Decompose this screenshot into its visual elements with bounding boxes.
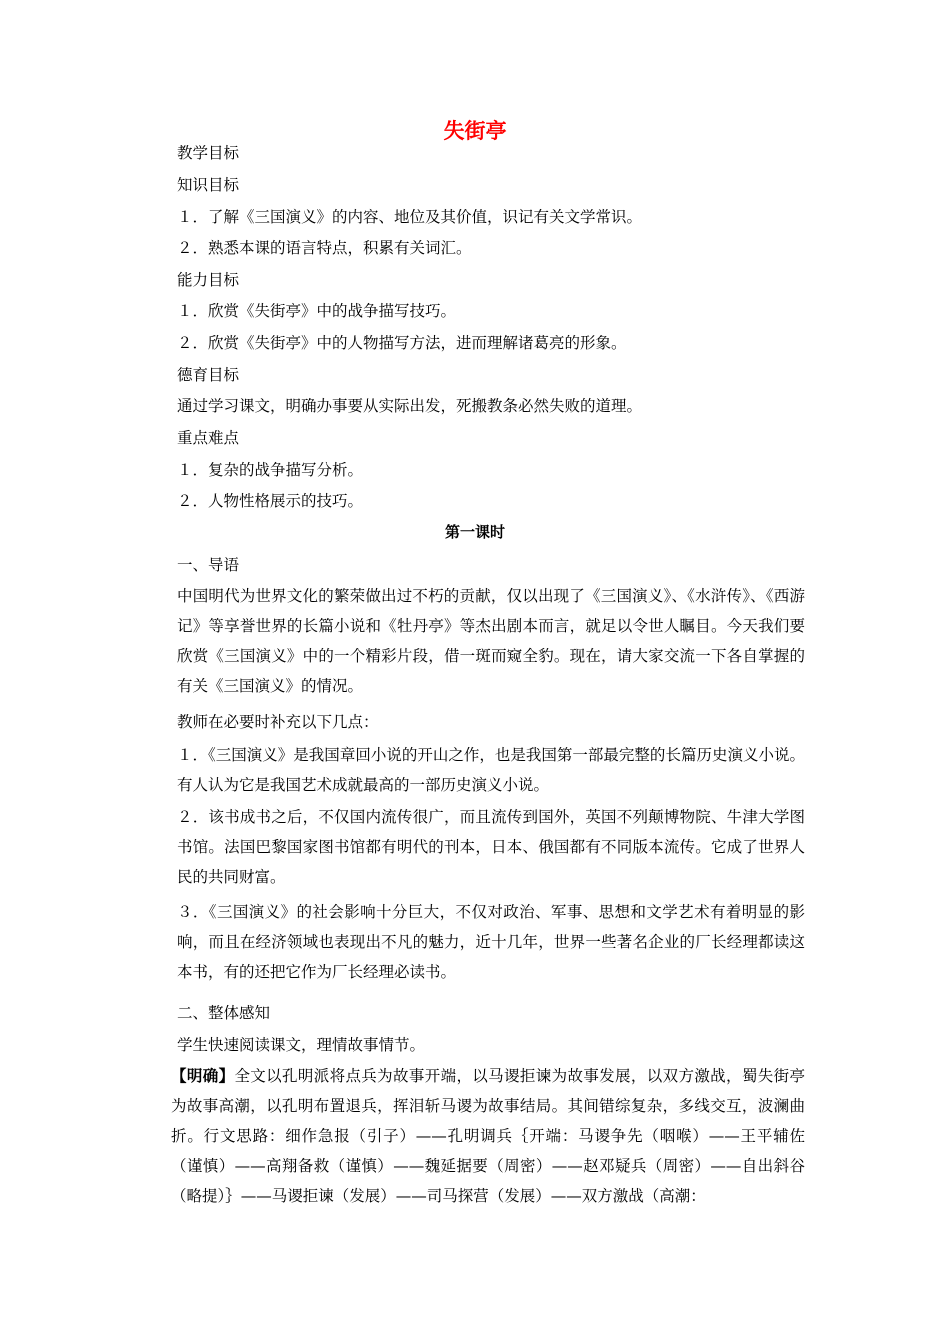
goals-heading: 教学目标 [177,144,240,162]
supplement-text-3: ３．《三国演义》的社会影响十分巨大，不仅对政治、军事、思想和文学艺术有着明显的影响，而且在经济领域也表现出不凡的魅力，近十几年，世界一些著名企业的厂长经理都读这本书，有的还把它作为厂长经理必读书。 [177,903,805,981]
lesson-heading: 第一课时 [444,523,505,541]
knowledge-item-2: ２．熟悉本课的语言特点，积累有关词汇。 [177,239,472,257]
key-point-1: １．复杂的战争描写分析。 [177,461,364,479]
document-title: 失街亭 [443,119,507,143]
intro-paragraph [145,581,805,701]
ability-item-1: １．欣赏《失街亭》中的战争描写技巧。 [177,302,457,320]
clarify-label: 【明确】 [171,1067,235,1085]
clarify-text: 全文以孔明派将点兵为故事开端，以马谡拒谏为故事发展，以双方激战，蜀失街亭为故事高潮，以孔明布置退兵，挥泪斩马谡为故事结局。其间错综复杂，多线交互，波澜曲折。行文思路：细作急报（引子）——孔明调兵｛开端：马谡争先（咽喉）——王平辅佐（谨慎）——高翔备救（谨慎）——魏延据要（周密）——赵邓疑兵（周密）——自出斜谷（略提）｝——马谡拒谏（发展）——司马探营（发展）——双方激战（高潮： [171,1067,805,1205]
intro-text: 中国明代为世界文化的繁荣做出过不朽的贡献，仅以出现了《三国演义》、《水浒传》、《西游记》等享誉世界的长篇小说和《牡丹亭》等杰出剧本而言，就足以令世人瞩目。今天我们要欣赏《三国演义》中的一个精彩片段，借一斑而窥全豹。现在，请大家交流一下各自掌握的有关《三国演义》的情况。 [177,587,805,695]
supplement-2 [145,802,805,892]
supplement-1 [145,740,805,800]
moral-heading: 德育目标 [177,366,240,384]
overall-text: 学生快速阅读课文，理情故事情节。 [177,1036,426,1054]
moral-text: 通过学习课文，明确办事要从实际出发，死搬教条必然失败的道理。 [177,397,643,415]
supplement-text-2: ２．该书成书之后，不仅国内流传很广，而且流传到国外，英国不列颠博物院、牛津大学图书馆。法国巴黎国家图书馆都有明代的刊本，日本、俄国都有不同版本流传。它成了世界人民的共同财富。 [177,808,805,886]
ability-item-2: ２．欣赏《失街亭》中的人物描写方法，进而理解诸葛亮的形象。 [177,334,627,352]
knowledge-heading: 知识目标 [177,176,240,194]
ability-heading: 能力目标 [177,271,240,289]
supplement-3 [145,897,805,987]
supplement-lead: 教师在必要时补充以下几点： [177,713,379,731]
supplement-text-1: １．《三国演义》是我国章回小说的开山之作，也是我国第一部最完整的长篇历史演义小说。有人认为它是我国艺术成就最高的一部历史演义小说。 [177,746,805,794]
knowledge-item-1: １．了解《三国演义》的内容、地位及其价值，识记有关文学常识。 [177,208,643,226]
key-points-heading: 重点难点 [177,429,240,447]
intro-heading: 一、导语 [177,556,240,574]
clarify-paragraph [145,1061,805,1211]
clarify-block [145,1061,805,1211]
overall-heading: 二、整体感知 [177,1004,271,1022]
key-point-2: ２．人物性格展示的技巧。 [177,492,364,510]
